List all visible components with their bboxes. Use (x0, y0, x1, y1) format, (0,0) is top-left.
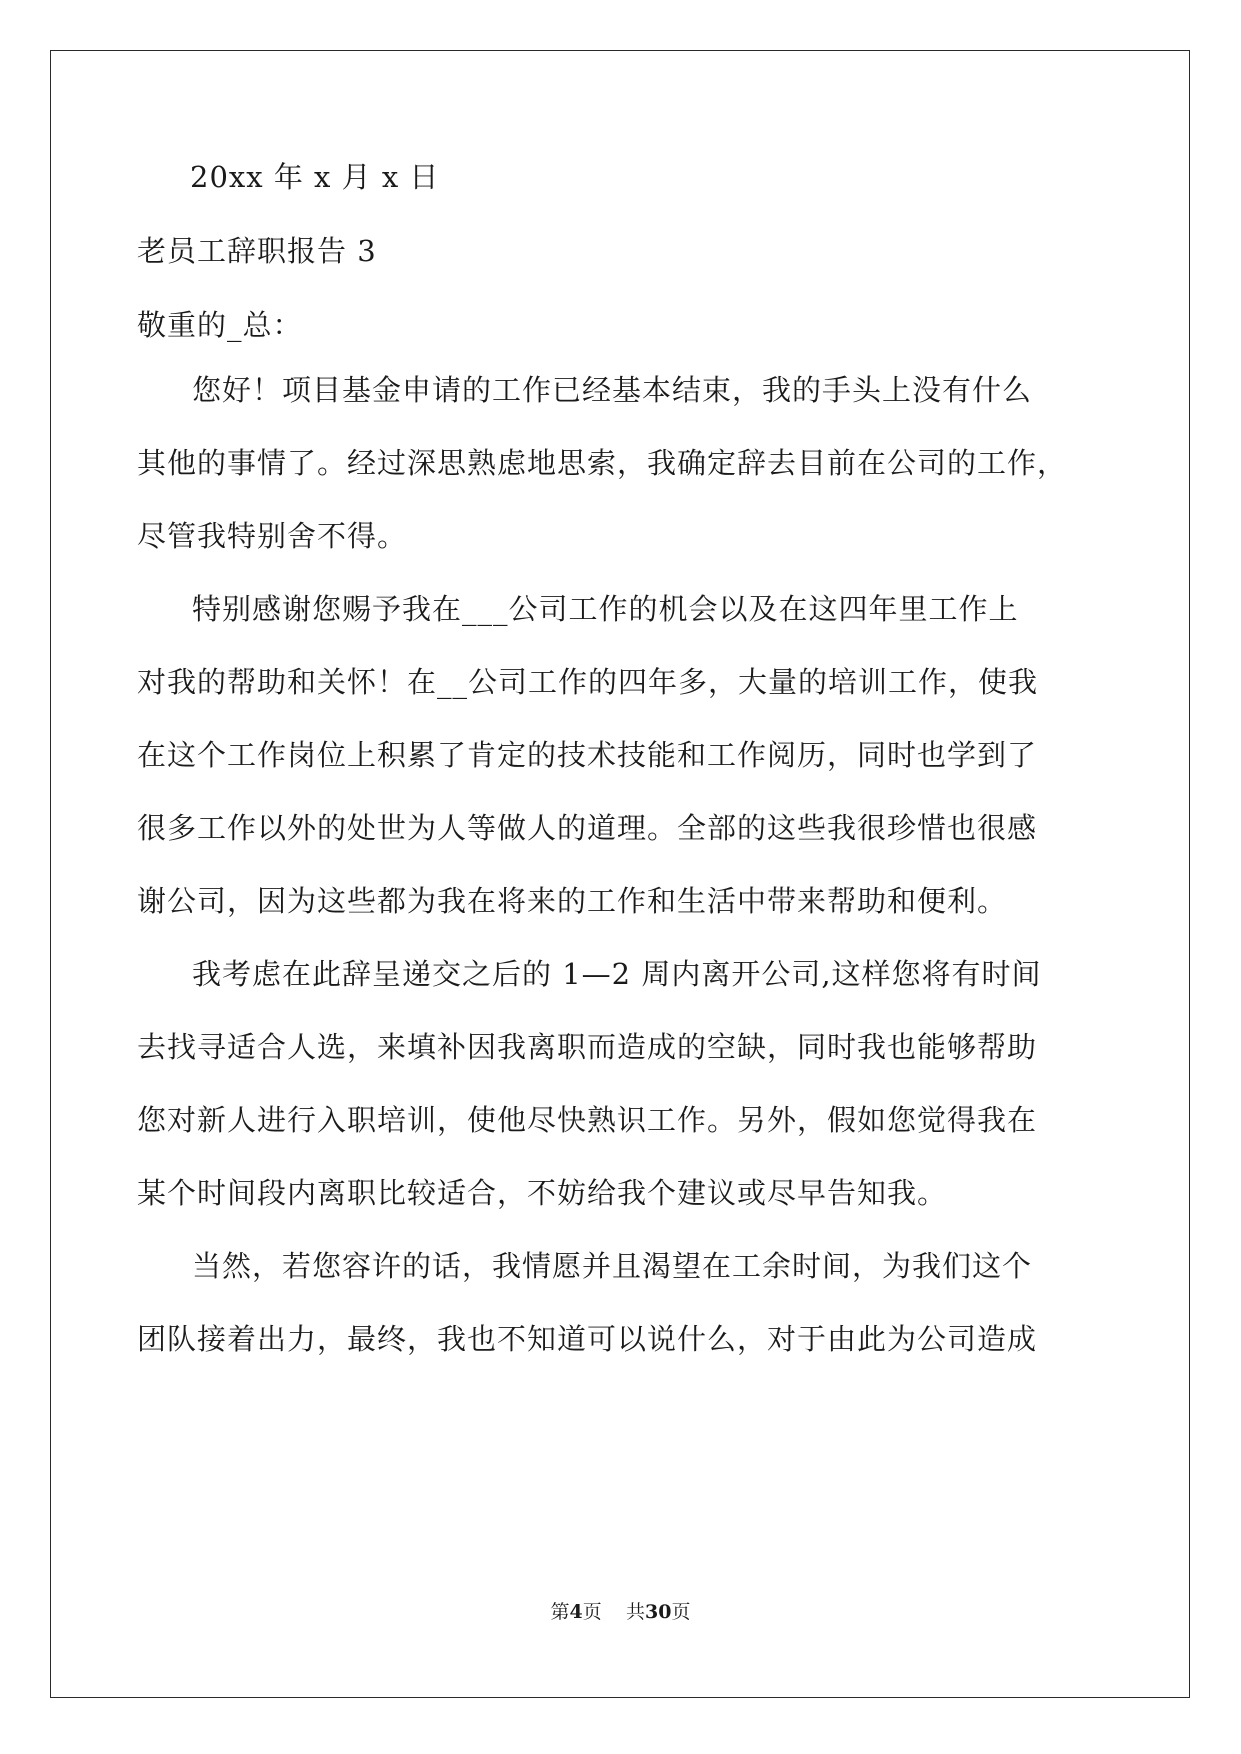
body-line: 特别感谢您赐予我在___公司工作的机会以及在这四年里工作上 (192, 592, 1019, 626)
footer-total-pages: 30 (644, 1601, 672, 1623)
body-line: 在这个工作岗位上积累了肯定的技术技能和工作阅历，同时也学到了 (137, 738, 1038, 772)
body-line: 我考虑在此辞呈递交之后的 1—2 周内离开公司,这样您将有时间 (192, 957, 1042, 991)
body-line: 尽管我特别舍不得。 (137, 519, 408, 553)
body-line: 当然，若您容许的话，我情愿并且渴望在工余时间，为我们这个 (192, 1249, 1033, 1283)
body-line: 某个时间段内离职比较适合，不妨给我个建议或尽早告知我。 (137, 1176, 948, 1210)
footer-total-prefix: 共 (625, 1601, 645, 1623)
document-title: 老员工辞职报告 3 (137, 234, 377, 268)
date-line: 20xx 年 x 月 x 日 (190, 160, 440, 194)
body-line: 您好！项目基金申请的工作已经基本结束，我的手头上没有什么 (192, 373, 1033, 407)
salutation: 敬重的_总： (137, 308, 303, 342)
footer-prefix: 第 (550, 1601, 570, 1623)
body-line: 去找寻适合人选，来填补因我离职而造成的空缺，同时我也能够帮助 (137, 1030, 1038, 1064)
page-footer (0, 1600, 1241, 1624)
page-border (50, 50, 1190, 1698)
body-line: 谢公司，因为这些都为我在将来的工作和生活中带来帮助和便利。 (137, 884, 1008, 918)
footer-total-suffix: 页 (671, 1601, 691, 1623)
body-line: 对我的帮助和关怀！在__公司工作的四年多，大量的培训工作，使我 (137, 665, 1039, 699)
body-line: 很多工作以外的处世为人等做人的道理。全部的这些我很珍惜也很感 (137, 811, 1038, 845)
body-line: 团队接着出力，最终，我也不知道可以说什么，对于由此为公司造成 (137, 1322, 1038, 1356)
body-line: 其他的事情了。经过深思熟虑地思索，我确定辞去目前在公司的工作， (137, 446, 1068, 480)
footer-page-suffix: 页 (582, 1601, 602, 1623)
body-line: 您对新人进行入职培训，使他尽快熟识工作。另外，假如您觉得我在 (137, 1103, 1038, 1137)
footer-page-number: 4 (569, 1601, 583, 1623)
